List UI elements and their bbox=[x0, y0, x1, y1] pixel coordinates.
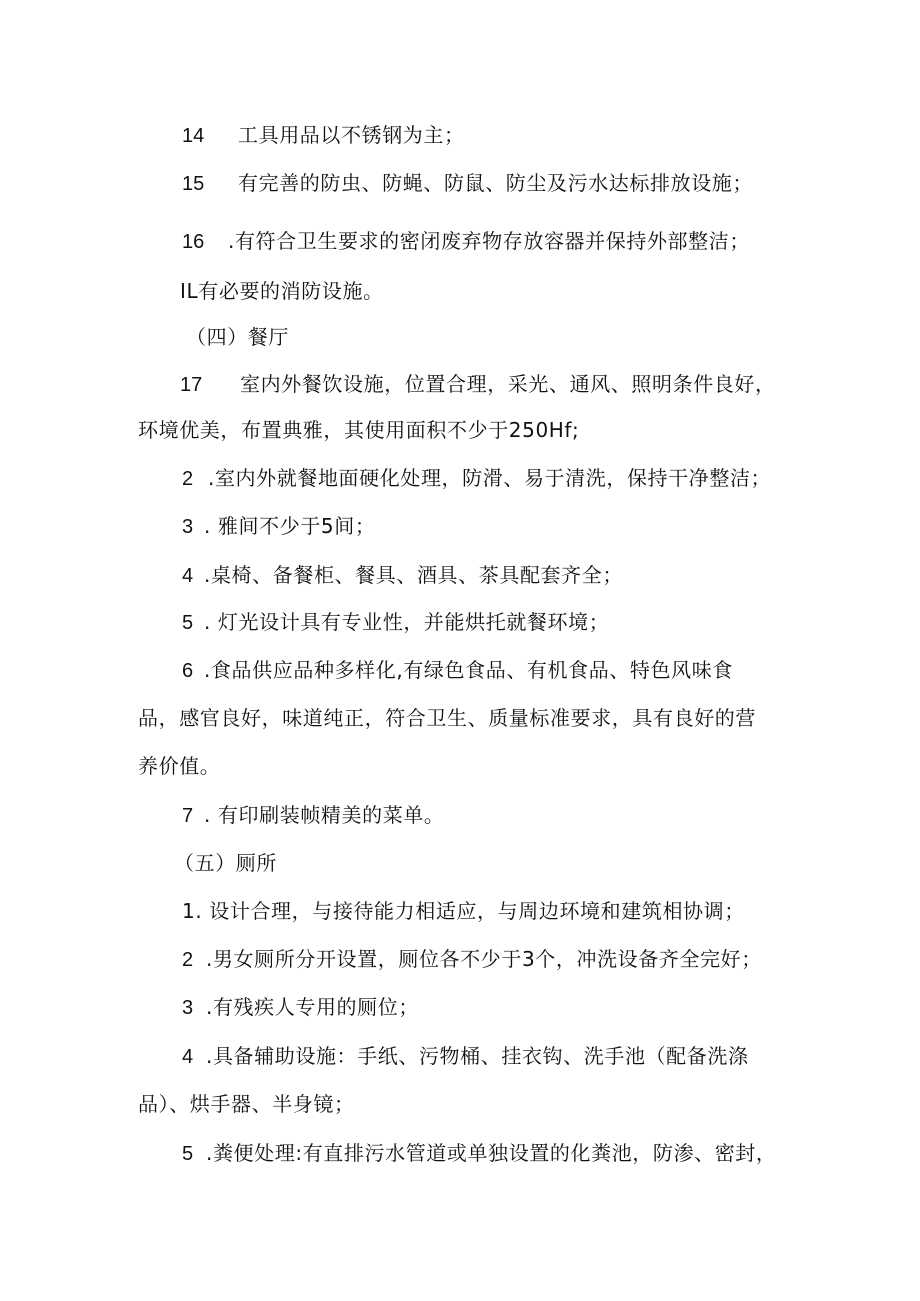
item-number: 2 bbox=[182, 468, 194, 490]
paragraph-line bbox=[182, 466, 771, 491]
line-text: .粪便处理:有直排污水管道或单独设置的化粪池，防渗、密封， bbox=[206, 1141, 777, 1165]
line-text: .有残疾人专用的厕位； bbox=[206, 995, 419, 1019]
line-text: . 有印刷装帧精美的菜单。 bbox=[204, 803, 445, 827]
line-text: 1. 设计合理，与接待能力相适应，与周边环境和建筑相协调； bbox=[182, 899, 745, 923]
line-text: 养价值。 bbox=[138, 754, 221, 778]
paragraph-line bbox=[182, 123, 465, 148]
line-text: .有符合卫生要求的密闭废弃物存放容器并保持外部整洁； bbox=[228, 229, 750, 253]
section-heading bbox=[186, 325, 289, 349]
paragraph-line bbox=[182, 610, 609, 635]
line-text: 品）、烘手器、半身镜； bbox=[138, 1092, 355, 1116]
item-number: 17 bbox=[180, 374, 203, 396]
item-number: 5 bbox=[182, 612, 194, 634]
paragraph-line bbox=[138, 706, 756, 730]
line-text: 室内外餐饮设施，位置合理，采光、通风、照明条件良好， bbox=[240, 372, 776, 396]
line-text: .具备辅助设施：手纸、污物桶、挂衣钩、洗手池（配备洗涤 bbox=[206, 1044, 749, 1068]
item-number: 6 bbox=[182, 660, 194, 682]
item-number: 5 bbox=[182, 1143, 194, 1165]
line-text: 有完善的防虫、防蝇、防鼠、防尘及污水达标排放设施； bbox=[238, 171, 753, 195]
paragraph-line bbox=[182, 563, 623, 588]
item-number: 4 bbox=[182, 565, 194, 587]
paragraph-line bbox=[138, 754, 220, 778]
item-number: 3 bbox=[182, 997, 194, 1019]
paragraph-line bbox=[182, 658, 733, 683]
section-heading bbox=[174, 851, 277, 875]
line-text: .男女厕所分开设置，厕位各不少于3个，冲洗设备齐全完好； bbox=[206, 947, 762, 971]
paragraph-line bbox=[182, 1044, 749, 1069]
line-text: . 雅间不少于5间； bbox=[204, 514, 376, 538]
line-text: .食品供应品种多样化,有绿色食品、有机食品、特色风味食 bbox=[204, 658, 733, 682]
paragraph-line bbox=[138, 1092, 355, 1116]
line-text: 品，感官良好，味道纯正，符合卫生、质量标准要求，具有良好的营 bbox=[138, 706, 756, 730]
line-text: 工具用品以不锈钢为主； bbox=[238, 123, 465, 147]
paragraph-line bbox=[182, 514, 375, 539]
item-number: 15 bbox=[182, 173, 205, 195]
item-number: 14 bbox=[182, 125, 205, 147]
item-number: 2 bbox=[182, 949, 194, 971]
paragraph-line bbox=[182, 1141, 777, 1166]
heading-text: （四）餐厅 bbox=[186, 325, 289, 349]
line-text: . 灯光设计具有专业性，并能烘托就餐环境； bbox=[204, 610, 610, 634]
paragraph-line bbox=[180, 279, 384, 303]
paragraph-line bbox=[138, 418, 579, 442]
paragraph-line bbox=[182, 995, 419, 1020]
item-number: 4 bbox=[182, 1046, 194, 1068]
line-text: 环境优美，布置典雅，其使用面积不少于250Hf; bbox=[138, 418, 580, 442]
paragraph-line bbox=[182, 229, 750, 254]
paragraph-line bbox=[180, 372, 776, 397]
paragraph-line bbox=[182, 947, 762, 972]
paragraph-line bbox=[182, 171, 753, 196]
heading-text: （五）厕所 bbox=[174, 851, 277, 875]
paragraph-line bbox=[182, 803, 445, 828]
line-text: .桌椅、备餐柜、餐具、酒具、茶具配套齐全； bbox=[204, 563, 623, 587]
line-text: .室内外就餐地面硬化处理，防滑、易于清洗，保持干净整洁； bbox=[208, 466, 772, 490]
line-text: IL有必要的消防设施。 bbox=[180, 279, 384, 303]
item-number: 7 bbox=[182, 805, 194, 827]
item-number: 16 bbox=[182, 231, 205, 253]
item-number: 3 bbox=[182, 516, 194, 538]
paragraph-line bbox=[182, 899, 745, 923]
